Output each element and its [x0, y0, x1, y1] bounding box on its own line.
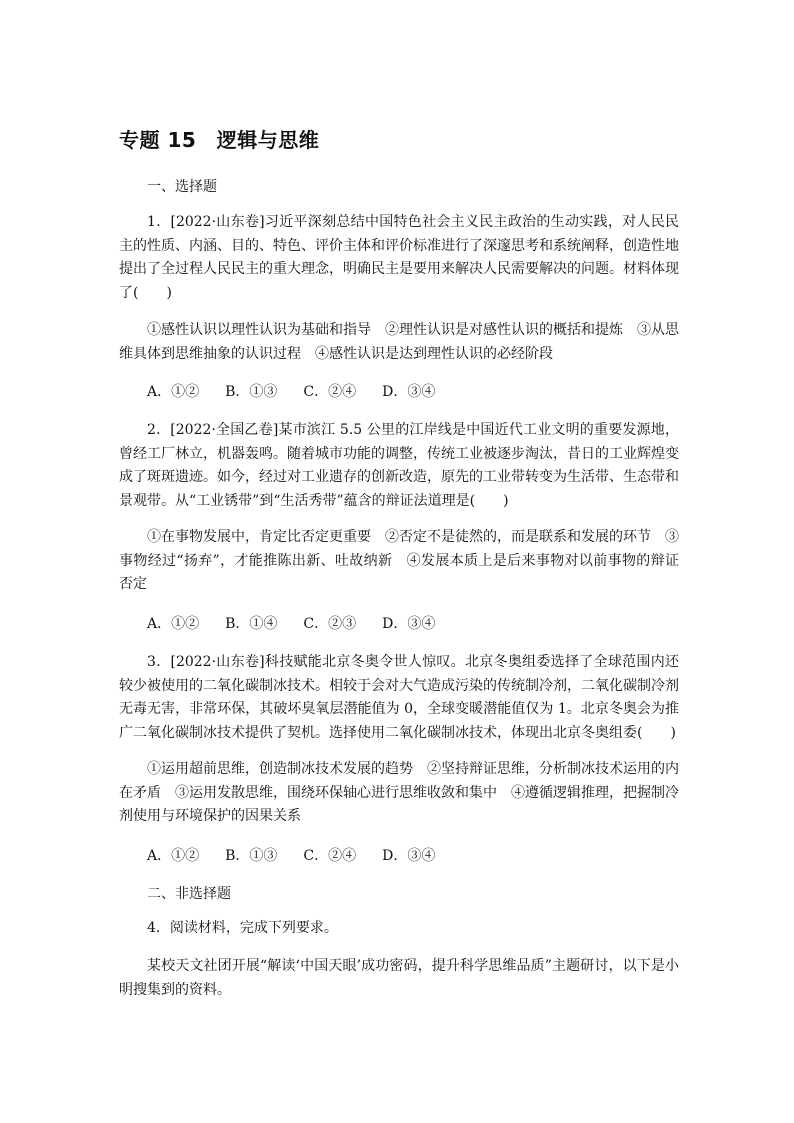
question-4-material: 某校天文社团开展“解读‘中国天眼’成功密码，提升科学思维品质”主题研讨，以下是小明搜集到的资料。 [119, 958, 679, 998]
question-1-choices [147, 381, 461, 401]
choice-c: C．②④ [303, 384, 357, 400]
choice-c: C．②④ [303, 848, 357, 864]
choice-a: A．①② [147, 848, 200, 864]
question-2-stem: 2．[2022·全国乙卷]某市滨江 5.5 公里的江岸线是中国近代工业文明的重要发源地，曾经工厂林立，机器轰鸣。随着城市功能的调整，传统工业被逐步淘汰，昔日的工业辉煌变成了斑斑遗迹。如今，经过对工业遗存的创新改造，原先的工业带转变为生活带、生态带和景观带。从“工业锈带”到“生活秀带”蕴含的辩证法道理是( ) [119, 422, 679, 509]
question-1-stem: 1．[2022·山东卷]习近平深刻总结中国特色社会主义民主政治的生动实践，对人民民主的性质、内涵、目的、特色、评价主体和评价标准进行了深邃思考和系统阐释，创造性地提出了全过程人民民主的重大理念，明确民主是要用来解决人民需要解决的问题。材料体现了( ) [119, 214, 679, 301]
page-title: 专题 15 逻辑与思维 [119, 128, 320, 152]
choice-b: B．①③ [225, 384, 278, 400]
question-1-options: ①感性认识以理性认识为基础和指导 ②理性认识是对感性认识的概括和提炼 ③从思维具体到思维抽象的认识过程 ④感性认识是达到理性认识的必经阶段 [119, 322, 679, 362]
choice-d: D．③④ [382, 848, 436, 864]
question-3-choices [147, 845, 461, 865]
choice-b: B．①④ [225, 616, 278, 632]
choice-a: A．①② [147, 384, 200, 400]
section-heading-choice: 一、选择题 [147, 179, 217, 195]
choice-a: A．①② [147, 616, 200, 632]
question-3-options: ①运用超前思维，创造制冰技术发展的趋势 ②坚持辩证思维，分析制冰技术运用的内在矛盾 ③运用发散思维，围绕环保轴心进行思维收敛和集中 ④遵循逻辑推理，把握制冷剂使用与环境保护的因果关系 [119, 761, 679, 824]
question-4-stem: 4．阅读材料，完成下列要求。 [147, 920, 338, 936]
question-2-choices [147, 613, 461, 633]
question-3-stem: 3．[2022·山东卷]科技赋能北京冬奥令世人惊叹。北京冬奥组委选择了全球范围内还较少被使用的二氧化碳制冰技术。相较于会对大气造成污染的传统制冷剂，二氧化碳制冷剂无毒无害，非常环保，其破坏臭氧层潜能值为 0，全球变暖潜能值仅为 1。北京冬奥会为推广二氧化碳制冰技术提供了契机。选择使用二氧化碳制冰技术，体现出北京冬奥组委( ) [119, 654, 679, 741]
question-2-options: ①在事物发展中，肯定比否定更重要 ②否定不是徒然的，而是联系和发展的环节 ③事物经过“扬弃”，才能推陈出新、吐故纳新 ④发展本质上是后来事物对以前事物的辩证否定 [119, 529, 679, 592]
choice-c: C．②③ [303, 616, 357, 632]
choice-d: D．③④ [382, 616, 436, 632]
choice-b: B．①③ [225, 848, 278, 864]
choice-d: D．③④ [382, 384, 436, 400]
section-heading-nonchoice: 二、非选择题 [147, 886, 231, 902]
